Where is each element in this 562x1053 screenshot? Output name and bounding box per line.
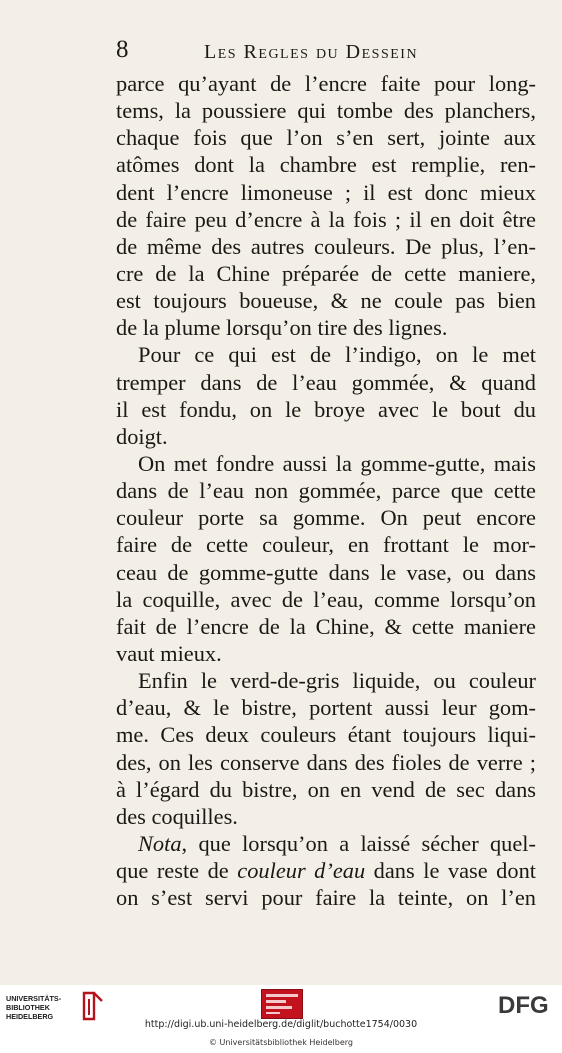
text-line: me. Ces deux couleurs étant toujours liqui-	[116, 722, 536, 748]
copyright-notice: © Universitätsbibliothek Heidelberg	[208, 1038, 353, 1047]
source-url[interactable]: http://digi.ub.uni-heidelberg.de/diglit/buchotte1754/0030	[144, 1019, 418, 1030]
dfg-logo-icon	[498, 989, 556, 1019]
text-line: est toujours boueuse, & ne coule pas bien	[116, 288, 536, 314]
text-line: dent l’encre limoneuse ; il est donc mieux	[116, 179, 536, 205]
text-line: on s’est servi pour faire la teinte, on l’en	[116, 885, 536, 911]
text-line: dans de l’eau non gommée, parce que cette	[116, 478, 536, 504]
text-line: la coquille, avec de l’eau, comme lorsqu’on	[116, 586, 536, 612]
page-number: 8	[116, 36, 129, 63]
library-emblem-icon	[80, 989, 106, 1023]
svg-text:DFG: DFG	[498, 992, 549, 1019]
text-line-mixed	[116, 857, 536, 884]
text-line: d’eau, & le bistre, portent aussi leur gom-	[116, 695, 536, 721]
text-line: fait de l’encre de la Chine, & cette maniere	[116, 613, 536, 639]
text-line: chaque fois que l’on s’en sert, jointe aux	[116, 125, 536, 151]
text-line: Pour ce qui est de l’indigo, on le met	[138, 342, 536, 368]
text-line: On met fondre aussi la gomme-gutte, mais	[138, 450, 536, 476]
page-header	[116, 36, 536, 66]
text-line: parce qu’ayant de l’encre faite pour long-	[116, 71, 536, 96]
line-italic: couleur d’eau	[237, 858, 366, 884]
text-line: couleur porte sa gomme. On peut encore	[116, 505, 536, 531]
text-line-nota	[116, 830, 536, 857]
text-line: ceau de gomme-gutte dans le vase, ou dans	[116, 559, 536, 585]
body-text	[116, 70, 536, 911]
digitization-logo-icon	[261, 989, 303, 1019]
text-line: tremper dans de l’eau gommée, & quand	[116, 369, 536, 395]
footer	[0, 985, 562, 1053]
text-line: vaut mieux.	[116, 640, 222, 666]
line-pre: que reste de	[116, 858, 238, 884]
text-line: il est fondu, on le broye avec le bout du	[116, 396, 536, 422]
nota-rest: , que lorsqu’on a laissé sécher quel-	[181, 830, 536, 856]
text-line: faire de cette couleur, en frottant le mor-	[116, 532, 536, 558]
text-line: doigt.	[116, 423, 168, 449]
text-line: de même des autres couleurs. De plus, l’en-	[116, 233, 536, 259]
line-post: dans le vase dont	[365, 858, 536, 884]
text-line: des, on les conserve dans des fioles de verre ;	[116, 749, 536, 775]
library-name: UNIVERSITÄTS- BIBLIOTHEK HEIDELBERG	[6, 994, 62, 1021]
running-head: Les Regles du Dessein	[204, 41, 419, 63]
text-line: de la plume lorsqu’on tire des lignes.	[116, 315, 448, 341]
text-line: Enfin le verd-de-gris liquide, ou couleur	[138, 668, 536, 694]
text-line: des coquilles.	[116, 803, 238, 829]
nota-italic: Nota	[138, 830, 182, 856]
dfg-logo	[498, 989, 556, 1019]
text-line: à l’égard du bistre, on en vend de sec dans	[116, 776, 536, 802]
text-line: atômes dont la chambre est remplie, ren-	[116, 152, 536, 178]
text-line: cre de la Chine préparée de cette maniere,	[116, 260, 536, 286]
text-line: de faire peu d’encre à la fois ; il en doit être	[116, 206, 536, 232]
text-line: tems, la poussiere qui tombe des planchers,	[116, 98, 536, 124]
